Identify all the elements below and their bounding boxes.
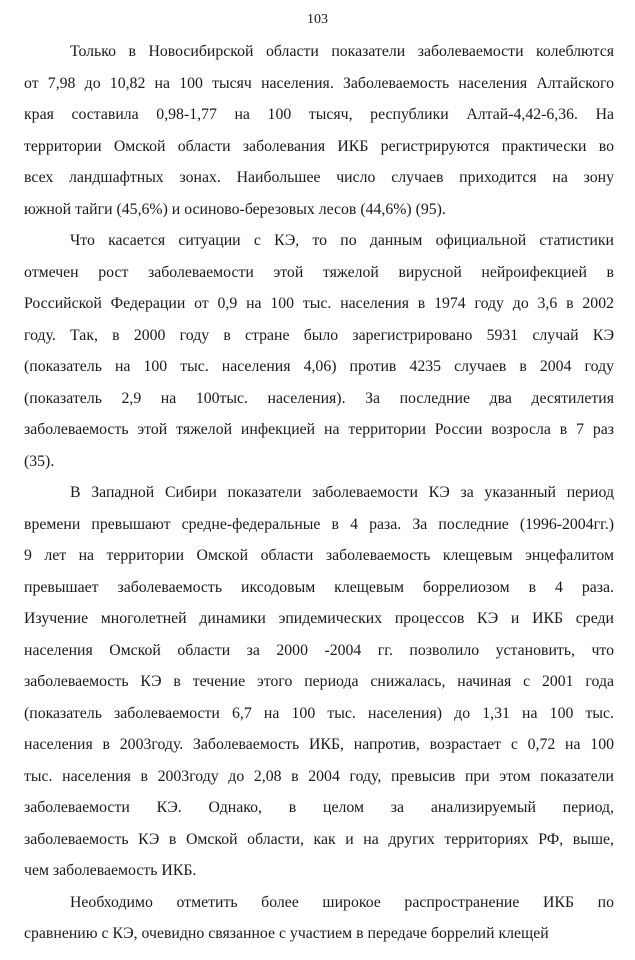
text-line: края составила 0,98-1,77 на 100 тысяч, республики Алтай-4,42-6,36. На xyxy=(24,106,614,123)
paragraph xyxy=(24,36,614,225)
page-number: 103 xyxy=(307,12,328,27)
text-line: превышает заболеваемость иксодовым клещевым боррелиозом в 4 раза. xyxy=(24,578,614,596)
text-line: заболеваемости КЭ. Однако, в целом за анализируемый период, xyxy=(24,799,614,816)
text-line: (показатель на 100 тыс. населения 4,06) против 4235 случаев в 2004 году xyxy=(24,358,614,375)
text-line: отмечен рост заболеваемости этой тяжелой вирусной нейроифекцией в xyxy=(24,263,614,281)
text-line: заболеваемость КЭ в течение этого периода снижалась, начиная с 2001 года xyxy=(24,673,614,690)
paragraph xyxy=(24,887,614,950)
text-line: заболеваемость этой тяжелой инфекцией на территории России возросла в 7 раз xyxy=(24,421,614,438)
text-line: году. Так, в 2000 году в стране было зарегистрировано 5931 случай КЭ xyxy=(24,326,614,344)
text-line: 9 лет на территории Омской области заболеваемость клещевым энцефалитом xyxy=(24,547,614,564)
text-line: заболеваемость КЭ в Омской области, как и на других территориях РФ, выше, xyxy=(24,830,614,848)
text-line: сравнению с КЭ, очевидно связанное с участием в передаче боррелий клещей xyxy=(24,925,549,942)
text-line: времени превышают средне-федеральные в 4 раза. За последние (1996-2004гг.) xyxy=(24,515,614,533)
text-line: Российской Федерации от 0,9 на 100 тыс. населения в 1974 году до 3,6 в 2002 xyxy=(24,295,614,312)
text-line: от 7,98 до 10,82 на 100 тысяч населения. Заболеваемость населения Алтайского xyxy=(24,74,614,92)
text-line: Изучение многолетней динамики эпидемических процессов КЭ и ИКБ среди xyxy=(24,610,614,627)
text-line: населения в 2003году. Заболеваемость ИКБ, напротив, возрастает с 0,72 на 100 xyxy=(24,736,614,753)
text-line: Необходимо отметить более широкое распространение ИКБ по xyxy=(70,893,614,911)
paragraph xyxy=(24,225,614,477)
text-line: всех ландшафтных зонах. Наибольшее число случаев приходится на зону xyxy=(24,169,614,186)
text-line: населения Омской области за 2000 -2004 гг. позволило установить, что xyxy=(24,641,614,659)
body-text xyxy=(24,36,614,950)
text-line: тыс. населения в 2003году до 2,08 в 2004 году, превысив при этом показатели xyxy=(24,767,614,785)
text-line: Только в Новосибирской области показатели заболеваемости колеблются xyxy=(70,43,614,60)
text-line: южной тайги (45,6%) и осиново-березовых лесов (44,6%) (95). xyxy=(24,200,446,218)
text-line: территории Омской области заболевания ИКБ регистрируются практически во xyxy=(24,137,614,155)
text-line: Что касается ситуации с КЭ, то по данным официальной статистики xyxy=(70,232,614,249)
text-line: чем заболеваемость ИКБ. xyxy=(24,862,197,879)
text-line: В Западной Сибири показатели заболеваемости КЭ за указанный период xyxy=(70,484,614,501)
text-line: (35). xyxy=(24,452,55,470)
text-line: (показатель 2,9 на 100тыс. населения). За последние два десятилетия xyxy=(24,389,614,407)
paragraph xyxy=(24,477,614,887)
text-line: (показатель заболеваемости 6,7 на 100 тыс. населения) до 1,31 на 100 тыс. xyxy=(24,704,614,722)
